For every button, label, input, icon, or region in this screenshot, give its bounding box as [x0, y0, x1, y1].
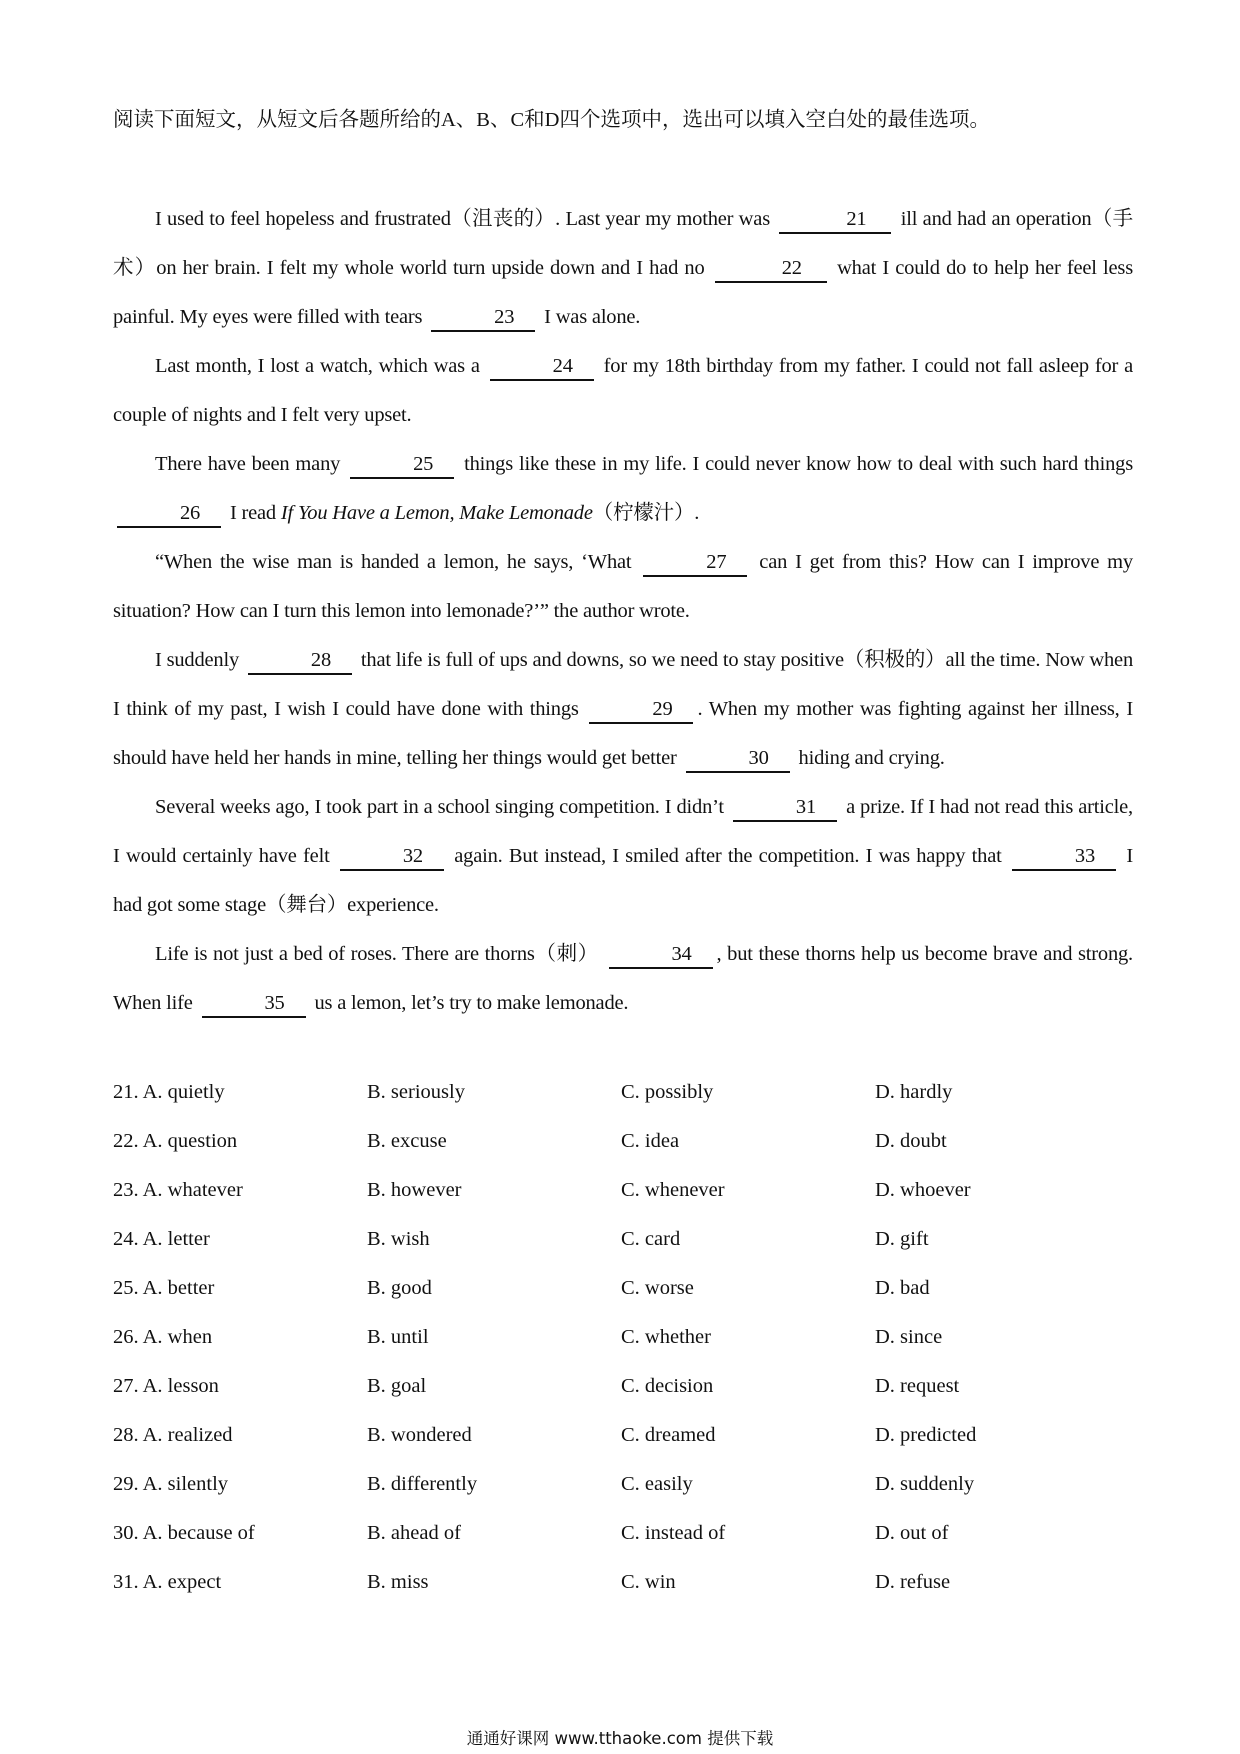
option-d: D. gift — [875, 1228, 929, 1250]
blank-34: 34 — [609, 941, 713, 969]
blank-24: 24 — [490, 353, 594, 381]
option-row-31 — [113, 1558, 1133, 1607]
option-b: B. miss — [367, 1571, 429, 1593]
option-a: 26. A. when — [113, 1326, 213, 1348]
blank-29: 29 — [589, 696, 693, 724]
option-b: B. ahead of — [367, 1522, 461, 1544]
option-a: 22. A. question — [113, 1130, 238, 1152]
option-d: D. doubt — [875, 1130, 947, 1152]
paragraph-5 — [113, 636, 1133, 783]
option-c: C. whether — [621, 1326, 711, 1348]
option-b: B. until — [367, 1326, 429, 1348]
option-a: 29. A. silently — [113, 1473, 229, 1495]
blank-22: 22 — [715, 255, 827, 283]
option-c: C. worse — [621, 1277, 694, 1299]
text: hiding and crying. — [798, 747, 945, 769]
blank-35: 35 — [202, 990, 306, 1018]
text: I had got some stage（舞台）experience. — [113, 845, 1133, 916]
text: , but these thorns help us become brave and strong. When life — [113, 943, 1133, 1014]
option-a: 27. A. lesson — [113, 1375, 219, 1397]
option-row-29 — [113, 1460, 1133, 1509]
blank-30: 30 — [686, 745, 790, 773]
blank-32: 32 — [340, 843, 444, 871]
option-row-22 — [113, 1117, 1133, 1166]
text: I was alone. — [544, 306, 641, 328]
option-b: B. goal — [367, 1375, 427, 1397]
paragraph-7 — [113, 930, 1133, 1028]
text: ill and had an operation（手术）on her brain. I felt my whole world turn upside down and I had no — [113, 208, 1133, 279]
option-b: B. excuse — [367, 1130, 447, 1152]
option-c: C. instead of — [621, 1522, 726, 1544]
text: can I get from this? How can I improve my situation? How can I turn this lemon into lemonade?’” the author wrote. — [113, 551, 1133, 622]
option-a: 24. A. letter — [113, 1228, 210, 1250]
blank-27: 27 — [643, 549, 747, 577]
text: There have been many — [155, 453, 341, 475]
text: I used to feel hopeless and frustrated（沮丧的）. Last year my mother was — [155, 208, 770, 230]
option-c: C. possibly — [621, 1081, 714, 1103]
option-d: D. predicted — [875, 1424, 977, 1446]
option-c: C. easily — [621, 1473, 693, 1495]
option-a: 25. A. better — [113, 1277, 215, 1299]
text: again. But instead, I smiled after the competition. I was happy that — [454, 845, 1002, 867]
blank-31: 31 — [733, 794, 837, 822]
text: that life is full of ups and downs, so we need to stay positive（积极的）all the time. Now when I think of my past, I wish I could have done with things — [113, 649, 1133, 720]
book-title: If You Have a Lemon, Make Lemonade — [280, 502, 593, 524]
option-a: 31. A. expect — [113, 1571, 222, 1593]
paragraph-6 — [113, 783, 1133, 930]
text: “When the wise man is handed a lemon, he says, ‘What — [155, 551, 632, 573]
blank-26: 26 — [117, 500, 221, 528]
option-d: D. hardly — [875, 1081, 953, 1103]
text: what I could do to help her feel less painful. My eyes were filled with tears — [113, 257, 1133, 328]
option-d: D. out of — [875, 1522, 949, 1544]
option-a: 30. A. because of — [113, 1522, 255, 1544]
option-b: B. wish — [367, 1228, 430, 1250]
option-row-21 — [113, 1068, 1133, 1117]
text: things like these in my life. I could never know how to deal with such hard things — [464, 453, 1133, 475]
option-c: C. decision — [621, 1375, 714, 1397]
blank-28: 28 — [248, 647, 352, 675]
option-row-25 — [113, 1264, 1133, 1313]
option-d: D. whoever — [875, 1179, 971, 1201]
option-b: B. good — [367, 1277, 432, 1299]
option-c: C. card — [621, 1228, 681, 1250]
option-d: D. since — [875, 1326, 943, 1348]
blank-21: 21 — [779, 206, 891, 234]
option-b: B. wondered — [367, 1424, 472, 1446]
option-row-24 — [113, 1215, 1133, 1264]
text: for my 18th birthday from my father. I could not fall asleep for a couple of nights and I felt very upset. — [113, 355, 1133, 426]
option-d: D. suddenly — [875, 1473, 975, 1495]
text: us a lemon, let’s try to make lemonade. — [314, 992, 629, 1014]
blank-33: 33 — [1012, 843, 1116, 871]
option-b: B. seriously — [367, 1081, 465, 1103]
text: . When my mother was fighting against her illness, I should have held her hands in mine, telling her things would get better — [113, 698, 1133, 769]
option-row-23 — [113, 1166, 1133, 1215]
instruction-text: 阅读下面短文，从短文后各题所给的A、B、C和D四个选项中，选出可以填入空白处的最佳选项。 — [113, 109, 990, 131]
text: Several weeks ago, I took part in a school singing competition. I didn’t — [155, 796, 724, 818]
option-row-28 — [113, 1411, 1133, 1460]
text: Life is not just a bed of roses. There are thorns（刺） — [155, 943, 599, 965]
option-row-26 — [113, 1313, 1133, 1362]
paragraph-3 — [113, 440, 1133, 538]
text: Last month, I lost a watch, which was a — [155, 355, 480, 377]
option-row-27 — [113, 1362, 1133, 1411]
paragraph-4 — [113, 538, 1133, 636]
option-d: D. refuse — [875, 1571, 951, 1593]
text: （柠檬汁）. — [592, 502, 700, 524]
text: I read — [229, 502, 276, 524]
paragraph-2 — [113, 342, 1133, 440]
option-a: 23. A. whatever — [113, 1179, 243, 1201]
blank-25: 25 — [350, 451, 454, 479]
option-c: C. dreamed — [621, 1424, 716, 1446]
option-d: D. bad — [875, 1277, 930, 1299]
option-a: 21. A. quietly — [113, 1081, 225, 1103]
option-a: 28. A. realized — [113, 1424, 233, 1446]
option-c: C. idea — [621, 1130, 680, 1152]
blank-23: 23 — [431, 304, 535, 332]
page-footer: 通通好课网 www.tthaoke.com 提供下载 — [466, 1729, 774, 1748]
option-row-30 — [113, 1509, 1133, 1558]
paragraph-1 — [113, 195, 1133, 342]
text: I suddenly — [155, 649, 239, 671]
text: a prize. If I had not read this article, I would certainly have felt — [113, 796, 1133, 867]
answer-options — [113, 1068, 1133, 1607]
option-b: B. differently — [367, 1473, 478, 1495]
option-b: B. however — [367, 1179, 462, 1201]
cloze-passage — [113, 195, 1133, 1028]
option-c: C. win — [621, 1571, 676, 1593]
option-c: C. whenever — [621, 1179, 725, 1201]
option-d: D. request — [875, 1375, 960, 1397]
